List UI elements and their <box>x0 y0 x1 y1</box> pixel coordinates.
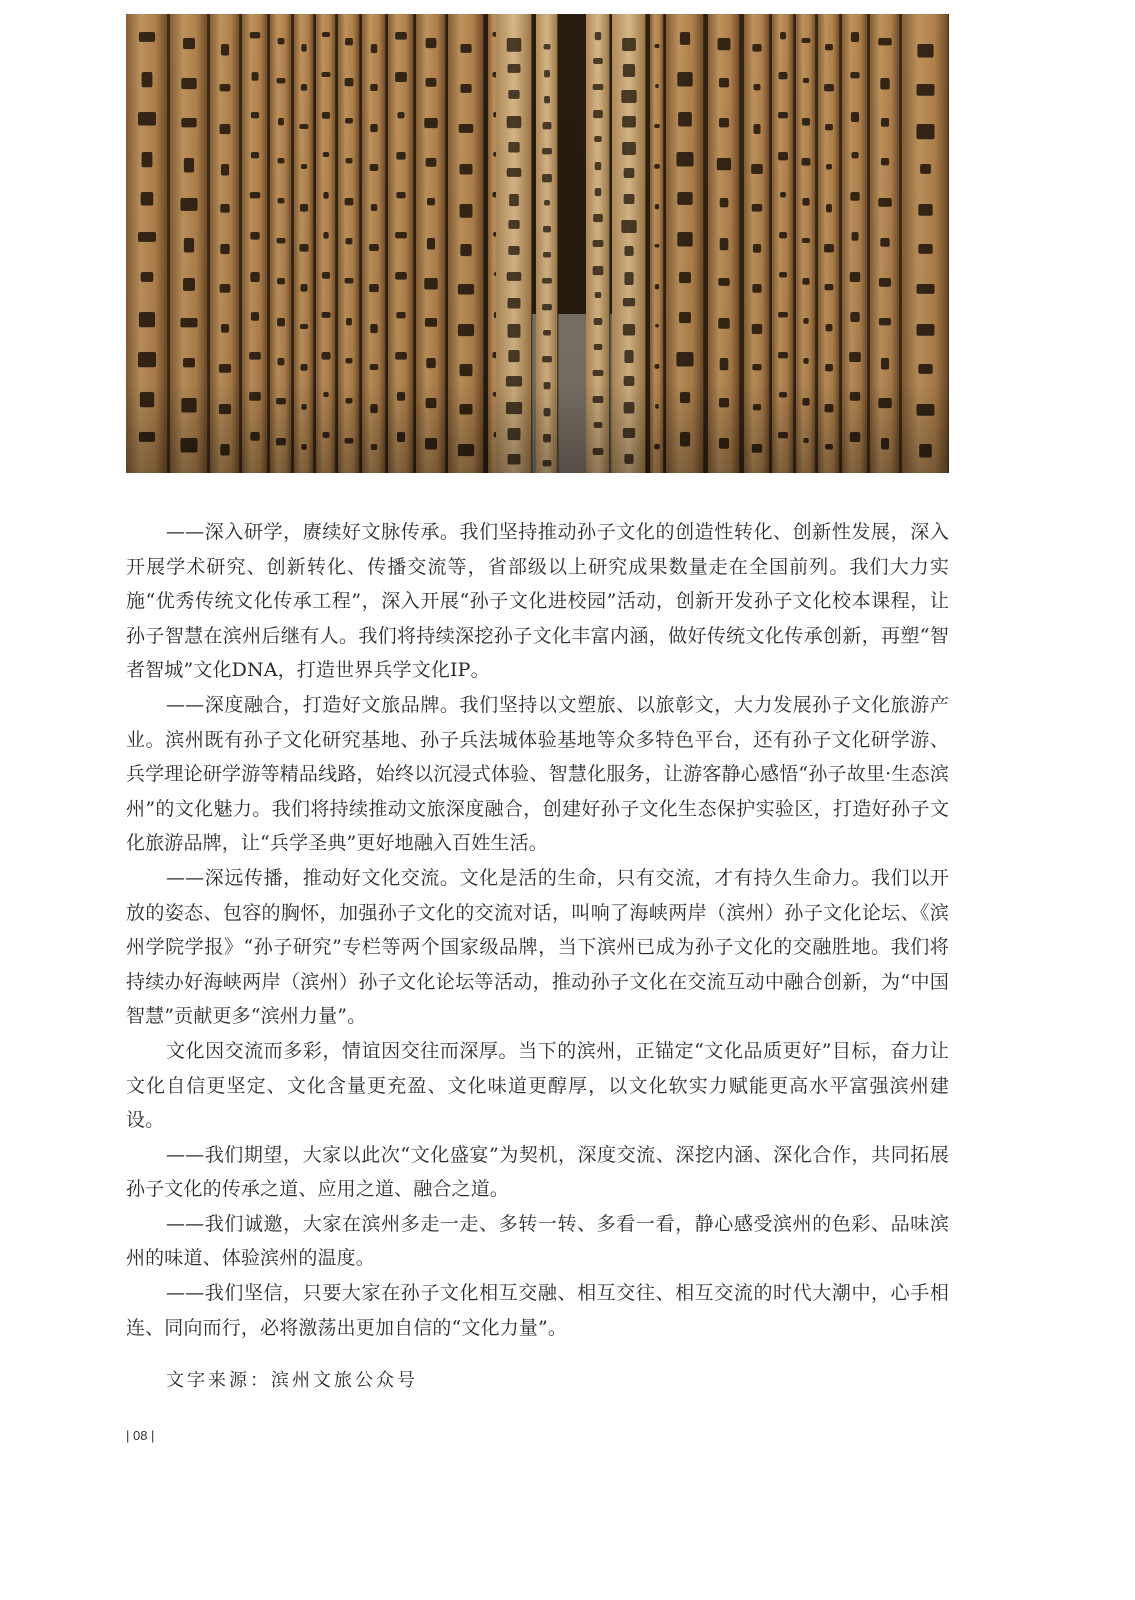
paragraph-invite: ——我们诚邀，大家在滨州多走一走、多转一转、多看一看，静心感受滨州的色彩、品味滨州的味道、体验滨州的温度。 <box>126 1212 949 1270</box>
page-number: | 08 | <box>126 1428 155 1443</box>
paragraph-research: ——深入研学，赓续好文脉传承。我们坚持推动孙子文化的创造性转化、创新性发展，深入开展学术研究、创新转化、传播交流等，省部级以上研究成果数量走在全国前列。我们大力实施“优秀传统文化传承工程”，深入开展“孙子文化进校园”活动，创新开发孙子文化校本课程，让孙子智慧在滨州后继有人。我们将持续深挖孙子文化丰富内涵，做好传统文化传承创新，再塑“智者智城”文化DNA，打造世界兵学文化IP。 <box>126 521 949 682</box>
text-source-credit: 文字来源：滨州文旅公众号 <box>166 1370 418 1391</box>
paragraph-hope: ——我们期望，大家以此次“文化盛宴”为契机，深度交流、深挖内涵、深化合作，共同拓展孙子文化的传承之道、应用之道、融合之道。 <box>126 1143 949 1201</box>
paragraph-culture: 文化因交流而多彩，情谊因交往而深厚。当下的滨州，正锚定“文化品质更好”目标，奋力让文化自信更坚定、文化含量更充盈、文化味道更醇厚，以文化软实力赋能更高水平富强滨州建设。 <box>126 1039 949 1132</box>
paragraph-tourism: ——深度融合，打造好文旅品牌。我们坚持以文塑旅、以旅彰文，大力发展孙子文化旅游产业。滨州既有孙子文化研究基地、孙子兵法城体验基地等众多特色平台，还有孙子文化研学游、兵学理论研学游等精品线路，始终以沉浸式体验、智慧化服务，让游客静心感悟“孙子故里·生态滨州”的文化魅力。我们将持续推动文旅深度融合，创建好孙子文化生态保护实验区，打造好孙子文化旅游品牌，让“兵学圣典”更好地融入百姓生活。 <box>126 693 949 855</box>
photo-shade <box>126 14 949 473</box>
bamboo-slips-photo <box>126 14 949 473</box>
article-body <box>126 515 949 1345</box>
bamboo-slips-image <box>126 14 949 473</box>
paragraph-exchange: ——深远传播，推动好文化交流。文化是活的生命，只有交流，才有持久生命力。我们以开放的姿态、包容的胸怀，加强孙子文化的交流对话，叫响了海峡两岸（滨州）孙子文化论坛、《滨州学院学报》“孙子研究”专栏等两个国家级品牌，当下滨州已成为孙子文化的交融胜地。我们将持续办好海峡两岸（滨州）孙子文化论坛等活动，推动孙子文化在交流互动中融合创新，为“中国智慧”贡献更多“滨州力量”。 <box>126 866 949 1028</box>
paragraph-belief: ——我们坚信，只要大家在孙子文化相互交融、相互交往、相互交流的时代大潮中，心手相连、同向而行，必将激荡出更加自信的“文化力量”。 <box>126 1282 949 1339</box>
